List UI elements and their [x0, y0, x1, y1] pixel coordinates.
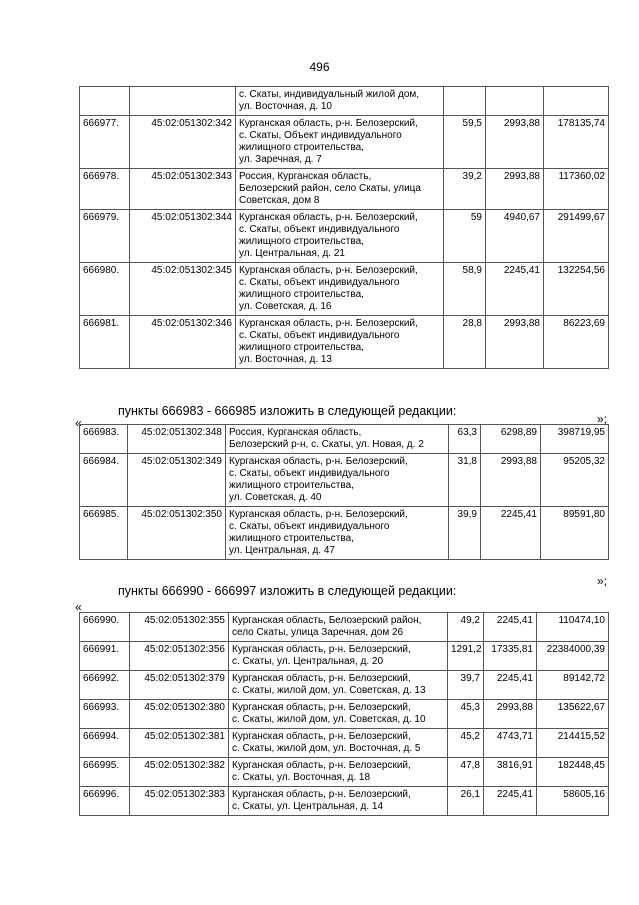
address-cell — [229, 613, 448, 642]
rate-cell: 2245,41 — [484, 671, 537, 700]
address-line: Курганская область, Белозерский район, — [232, 615, 422, 626]
rate-cell: 2245,41 — [484, 613, 537, 642]
cadastral-number-cell: 45:02:051302:343 — [130, 169, 236, 210]
cadastral-value-cell — [544, 87, 609, 116]
address-line: с. Скаты, ул. Восточная, д. 18 — [232, 772, 371, 783]
address-line: ул. Центральная, д. 47 — [229, 545, 335, 556]
cadastral-value-cell: 89591,80 — [541, 507, 609, 560]
item-number-cell: 666993. — [80, 700, 130, 729]
item-number-cell: 666990. — [80, 613, 130, 642]
address-line: жилищного строительства, — [239, 289, 364, 300]
address-cell — [226, 507, 449, 560]
cadastral-number-cell: 45:02:051302:356 — [130, 642, 229, 671]
address-line: ул. Советская, д. 40 — [229, 492, 322, 503]
address-line: ул. Центральная, д. 21 — [239, 248, 345, 259]
address-line: Россия, Курганская область, — [229, 427, 362, 438]
area-cell — [444, 87, 486, 116]
cadastral-number-cell: 45:02:051302:346 — [130, 316, 236, 369]
address-cell — [229, 729, 448, 758]
address-line: с. Скаты, объект индивидуального — [229, 521, 390, 532]
table-row — [80, 316, 609, 369]
address-line: жилищного строительства, — [229, 480, 354, 491]
address-line: жилищного строительства, — [239, 342, 364, 353]
address-line: Курганская область, р-н. Белозерский, — [232, 673, 411, 684]
cadastral-number-cell: 45:02:051302:345 — [130, 263, 236, 316]
item-number-cell: 666992. — [80, 671, 130, 700]
item-number-cell: 666996. — [80, 787, 130, 816]
table-row — [80, 210, 609, 263]
address-line: Курганская область, р-н. Белозерский, — [232, 702, 411, 713]
address-line: Курганская область, р-н. Белозерский, — [229, 509, 408, 520]
rate-cell: 2993,88 — [486, 116, 544, 169]
rate-cell: 4743,71 — [484, 729, 537, 758]
address-line: Курганская область, р-н. Белозерский, — [232, 644, 411, 655]
address-line: Россия, Курганская область, — [239, 171, 372, 182]
rate-cell: 2993,88 — [484, 700, 537, 729]
address-line: Курганская область, р-н. Белозерский, — [239, 318, 418, 329]
closing-quote-1: »; — [597, 412, 608, 426]
item-number-cell: 666991. — [80, 642, 130, 671]
address-line: с. Скаты, индивидуальный жилой дом, — [239, 89, 420, 100]
address-line: ул. Советская, д. 16 — [239, 301, 332, 312]
address-cell — [236, 316, 444, 369]
item-number-cell: 666994. — [80, 729, 130, 758]
table-row — [80, 787, 609, 816]
address-cell — [236, 169, 444, 210]
area-cell: 63,3 — [449, 425, 481, 454]
cadastral-value-cell: 291499,67 — [544, 210, 609, 263]
table-row — [80, 758, 609, 787]
area-cell: 39,9 — [449, 507, 481, 560]
rate-cell: 2993,88 — [486, 169, 544, 210]
table-row — [80, 116, 609, 169]
address-cell — [229, 758, 448, 787]
table-row — [80, 263, 609, 316]
rate-cell: 4940,67 — [486, 210, 544, 263]
cadastral-number-cell: 45:02:051302:350 — [128, 507, 226, 560]
item-number-cell — [80, 87, 130, 116]
cadastral-number-cell: 45:02:051302:383 — [130, 787, 229, 816]
address-line: с. Скаты, жилой дом, ул. Восточная, д. 5 — [232, 743, 421, 754]
address-line: село Скаты, улица Заречная, дом 26 — [232, 627, 404, 638]
address-cell — [229, 700, 448, 729]
item-number-cell: 666981. — [80, 316, 130, 369]
address-cell — [226, 454, 449, 507]
cadastral-number-cell: 45:02:051302:382 — [130, 758, 229, 787]
address-line: Курганская область, р-н. Белозерский, — [232, 760, 411, 771]
address-line: Курганская область, р-н. Белозерский, — [229, 456, 408, 467]
address-line: с. Скаты, объект индивидуального — [229, 468, 390, 479]
item-number-cell: 666983. — [80, 425, 128, 454]
rate-cell: 3816,91 — [484, 758, 537, 787]
closing-quote-2: »; — [597, 574, 608, 588]
area-cell: 26,1 — [448, 787, 484, 816]
address-line: Курганская область, р-н. Белозерский, — [239, 212, 418, 223]
area-cell: 47,8 — [448, 758, 484, 787]
address-line: с. Скаты, объект индивидуального — [239, 330, 400, 341]
address-line: Курганская область, р-н. Белозерский, — [239, 265, 418, 276]
cadastral-value-cell: 135622,67 — [537, 700, 609, 729]
address-line: с. Скаты, Объект индивидуального — [239, 130, 402, 141]
address-line: Белозерский р-н, с. Скаты, ул. Новая, д. 2 — [229, 439, 424, 450]
address-line: с. Скаты, жилой дом, ул. Советская, д. 13 — [232, 685, 426, 696]
rate-cell: 2993,88 — [486, 316, 544, 369]
opening-quote-2: « — [75, 600, 82, 614]
area-cell: 58,9 — [444, 263, 486, 316]
cadastral-value-cell: 95205,32 — [541, 454, 609, 507]
area-cell: 1291,2 — [448, 642, 484, 671]
cadastral-number-cell: 45:02:051302:380 — [130, 700, 229, 729]
address-line: Советская, дом 8 — [239, 195, 320, 206]
area-cell: 28,8 — [444, 316, 486, 369]
cadastral-value-cell: 178135,74 — [544, 116, 609, 169]
address-line: ул. Заречная, д. 7 — [239, 154, 322, 165]
cadastral-value-cell: 117360,02 — [544, 169, 609, 210]
cadastral-number-cell: 45:02:051302:355 — [130, 613, 229, 642]
address-cell — [226, 425, 449, 454]
area-cell: 45,3 — [448, 700, 484, 729]
address-line: жилищного строительства, — [239, 142, 364, 153]
address-cell — [236, 116, 444, 169]
address-line: с. Скаты, жилой дом, ул. Советская, д. 10 — [232, 714, 426, 725]
area-cell: 39,2 — [444, 169, 486, 210]
rate-cell: 2245,41 — [484, 787, 537, 816]
page-number: 496 — [309, 60, 330, 74]
table-row — [80, 671, 609, 700]
item-number-cell: 666985. — [80, 507, 128, 560]
area-cell: 59,5 — [444, 116, 486, 169]
table-row — [80, 454, 609, 507]
cadastral-value-cell: 214415,52 — [537, 729, 609, 758]
cadastral-value-cell: 22384000,39 — [537, 642, 609, 671]
address-line: Курганская область, р-н. Белозерский, — [232, 789, 411, 800]
cadastral-number-cell: 45:02:051302:348 — [128, 425, 226, 454]
rate-cell: 2245,41 — [481, 507, 541, 560]
cadastral-value-cell: 110474,10 — [537, 613, 609, 642]
rate-cell: 6298,89 — [481, 425, 541, 454]
address-line: жилищного строительства, — [239, 236, 364, 247]
item-number-cell: 666980. — [80, 263, 130, 316]
cadastral-value-cell: 89142,72 — [537, 671, 609, 700]
opening-quote-1: « — [75, 416, 82, 430]
table-row — [80, 87, 609, 116]
cadastral-value-cell: 398719,95 — [541, 425, 609, 454]
address-line: с. Скаты, ул. Центральная, д. 14 — [232, 801, 384, 812]
address-cell — [236, 87, 444, 116]
address-line: жилищного строительства, — [229, 533, 354, 544]
cadastral-number-cell: 45:02:051302:344 — [130, 210, 236, 263]
rate-cell: 2245,41 — [486, 263, 544, 316]
cadastral-value-cell: 182448,45 — [537, 758, 609, 787]
register-table-2 — [79, 424, 609, 560]
address-cell — [229, 642, 448, 671]
item-number-cell: 666984. — [80, 454, 128, 507]
address-line: Белозерский район, село Скаты, улица — [239, 183, 421, 194]
register-table-3 — [79, 612, 609, 816]
address-cell — [229, 671, 448, 700]
address-line: с. Скаты, ул. Центральная, д. 20 — [232, 656, 384, 667]
cadastral-number-cell: 45:02:051302:379 — [130, 671, 229, 700]
cadastral-value-cell: 58605,16 — [537, 787, 609, 816]
address-line: Курганская область, р-н. Белозерский, — [232, 731, 411, 742]
cadastral-number-cell: 45:02:051302:349 — [128, 454, 226, 507]
address-line: с. Скаты, объект индивидуального — [239, 224, 400, 235]
area-cell: 59 — [444, 210, 486, 263]
address-line: с. Скаты, объект индивидуального — [239, 277, 400, 288]
address-line: ул. Восточная, д. 13 — [239, 354, 332, 365]
table-row — [80, 507, 609, 560]
table-row — [80, 169, 609, 210]
area-cell: 31,8 — [449, 454, 481, 507]
cadastral-value-cell: 86223,69 — [544, 316, 609, 369]
area-cell: 39,7 — [448, 671, 484, 700]
table-row — [80, 425, 609, 454]
amendment-paragraph-1: пункты 666983 - 666985 изложить в следующей редакции: — [118, 404, 457, 418]
address-line: Курганская область, р-н. Белозерский, — [239, 118, 418, 129]
address-cell — [236, 263, 444, 316]
address-cell — [236, 210, 444, 263]
table-row — [80, 642, 609, 671]
cadastral-number-cell: 45:02:051302:342 — [130, 116, 236, 169]
item-number-cell: 666979. — [80, 210, 130, 263]
table-row — [80, 729, 609, 758]
rate-cell — [486, 87, 544, 116]
cadastral-value-cell: 132254,56 — [544, 263, 609, 316]
rate-cell: 2993,88 — [481, 454, 541, 507]
area-cell: 45,2 — [448, 729, 484, 758]
cadastral-number-cell — [130, 87, 236, 116]
rate-cell: 17335,81 — [484, 642, 537, 671]
amendment-paragraph-2: пункты 666990 - 666997 изложить в следующей редакции: — [118, 584, 457, 598]
area-cell: 49,2 — [448, 613, 484, 642]
cadastral-number-cell: 45:02:051302:381 — [130, 729, 229, 758]
item-number-cell: 666978. — [80, 169, 130, 210]
item-number-cell: 666977. — [80, 116, 130, 169]
register-table-1 — [79, 86, 609, 369]
table-row — [80, 700, 609, 729]
item-number-cell: 666995. — [80, 758, 130, 787]
table-row — [80, 613, 609, 642]
address-line: ул. Восточная, д. 10 — [239, 101, 332, 112]
address-cell — [229, 787, 448, 816]
